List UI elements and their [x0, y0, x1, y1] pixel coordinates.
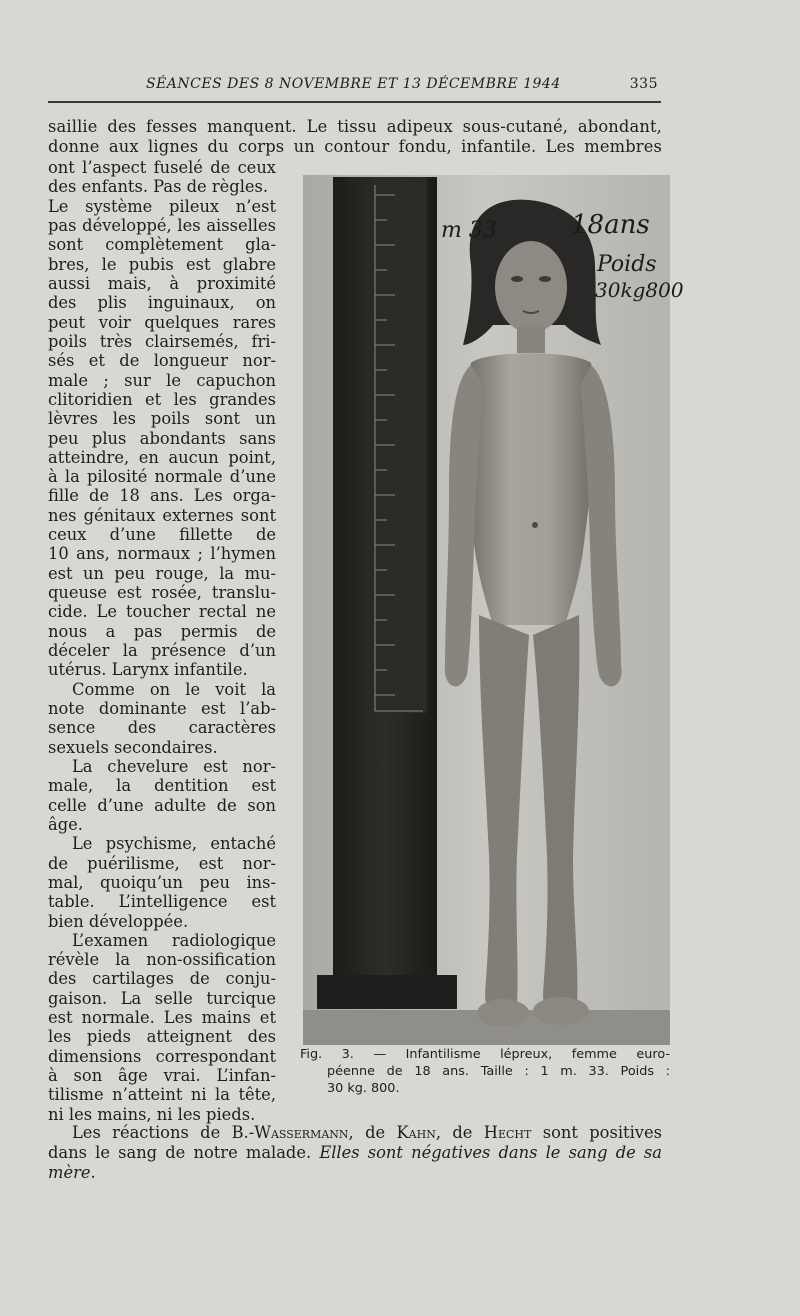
photo-annotation-height: 1m 33 [427, 218, 497, 243]
body-line: sexuels secondaires. [48, 737, 218, 757]
body-line: La chevelure est nor- [72, 756, 276, 776]
body-line: gaison. La selle turcique [48, 988, 276, 1008]
running-head [48, 72, 660, 100]
body-line: nous a pas permis de [48, 621, 276, 641]
body-line: lèvres les poils sont un [48, 409, 276, 429]
photo-annotation-weight-label: Poids [597, 252, 657, 277]
body-line: Le psychisme, entaché [72, 834, 276, 854]
closing-line-3: mère. [48, 1163, 96, 1182]
body-line: Comme on le voit la [72, 679, 276, 699]
body-line: révèle la non-ossification [48, 950, 276, 970]
body-line: des enfants. Pas de règles. [48, 177, 269, 197]
body-line: male ; sur le capuchon [48, 370, 276, 390]
body-line: celle d’une adulte de son [48, 795, 276, 815]
body-line: 10 ans, normaux ; l’hymen [48, 544, 276, 564]
body-line: déceler la présence d’un [48, 641, 276, 660]
face [495, 241, 567, 333]
body-line: âge. [48, 814, 83, 834]
caption-line: péenne de 18 ans. Taille : 1 m. 33. Poids : [327, 1064, 670, 1079]
body-line: male, la dentition est [48, 776, 276, 796]
body-line: de puérilisme, est nor- [48, 853, 276, 873]
body-line-full-2: donne aux lignes du corps un contour fondu, infantile. Les membres [48, 137, 662, 156]
body-line: fille de 18 ans. Les orga- [48, 486, 276, 506]
closing-line-2: dans le sang de notre malade. Elles sont négatives dans le sang de sa [48, 1143, 662, 1162]
body-line: note dominante est l’ab- [48, 699, 276, 718]
header-rule [48, 101, 661, 103]
body-line: queuse est rosée, translu- [48, 583, 276, 602]
body-line: bres, le pubis est glabre [48, 254, 276, 274]
body-line: ni les mains, ni les pieds. [48, 1104, 256, 1124]
body-line: les pieds atteignent des [48, 1027, 276, 1047]
body-line: atteindre, en aucun point, [48, 447, 276, 467]
body-line: à la pilosité normale d’une [48, 467, 276, 487]
author-name: Wassermann [254, 1123, 349, 1142]
body-line: mal, quoiqu’un peu ins- [48, 872, 276, 892]
body-line-full-1: saillie des fesses manquent. Le tissu adipeux sous-cutané, abondant, [48, 117, 662, 136]
body-line: table. L’intelligence est [48, 892, 276, 912]
body-line: est un peu rouge, la mu- [48, 563, 276, 583]
body-line: tilisme n’atteint ni la tête, [48, 1085, 276, 1105]
body-line: utérus. Larynx infantile. [48, 660, 248, 680]
caption-line: 30 kg. 800. [327, 1081, 400, 1096]
body-line: ceux d’une fillette de [48, 525, 276, 545]
body-line: pas développé, les aisselles [48, 216, 276, 235]
body-line: Le système pileux n’est [48, 196, 276, 216]
body-line: sés et de longueur nor- [48, 351, 276, 371]
body-line: est normale. Les mains et [48, 1008, 276, 1028]
author-name: Kahn [396, 1123, 436, 1142]
closing-line-1: Les réactions de B.-Wassermann, de Kahn, de Hecht sont positives [72, 1123, 662, 1142]
body-line: ont l’aspect fuselé de ceux [48, 158, 276, 177]
page-number: 335 [629, 76, 658, 92]
body-line: poils très clairsemés, fri- [48, 331, 276, 351]
body-line: sont complètement gla- [48, 235, 276, 255]
body-line: sence des caractères [48, 718, 276, 738]
rod-base [317, 975, 457, 1009]
author-name: Hecht [483, 1123, 532, 1142]
body-line: nes génitaux externes sont [48, 505, 276, 525]
body-line: peu plus abondants sans [48, 428, 276, 448]
body-line: clitoridien et les grandes [48, 389, 276, 409]
body-line: L’examen radiologique [72, 930, 276, 950]
body-line: des cartilages de conju- [48, 969, 276, 989]
running-head-title: SÉANCES DES 8 NOVEMBRE ET 13 DÉCEMBRE 1944 [146, 76, 561, 92]
body-line: bien développée. [48, 911, 189, 931]
photo-svg [303, 175, 684, 1045]
body-line: des plis inguinaux, on [48, 293, 276, 313]
photo-annotation-age: 18ans [571, 210, 650, 240]
body-line: aussi mais, à proximité [48, 273, 276, 293]
photo-annotation-weight: 30kg800 [595, 278, 684, 302]
torso [466, 353, 596, 625]
figure-caption [300, 1046, 670, 1097]
body-line: cide. Le toucher rectal ne [48, 602, 276, 622]
body-line: peut voir quelques rares [48, 312, 276, 332]
caption-line: Fig. 3. — Infantilisme lépreux, femme euro- [300, 1047, 670, 1062]
body-line: dimensions correspondant [48, 1046, 276, 1066]
body-line: à son âge vrai. L’infan- [48, 1066, 276, 1085]
patient-photograph [303, 175, 684, 1045]
